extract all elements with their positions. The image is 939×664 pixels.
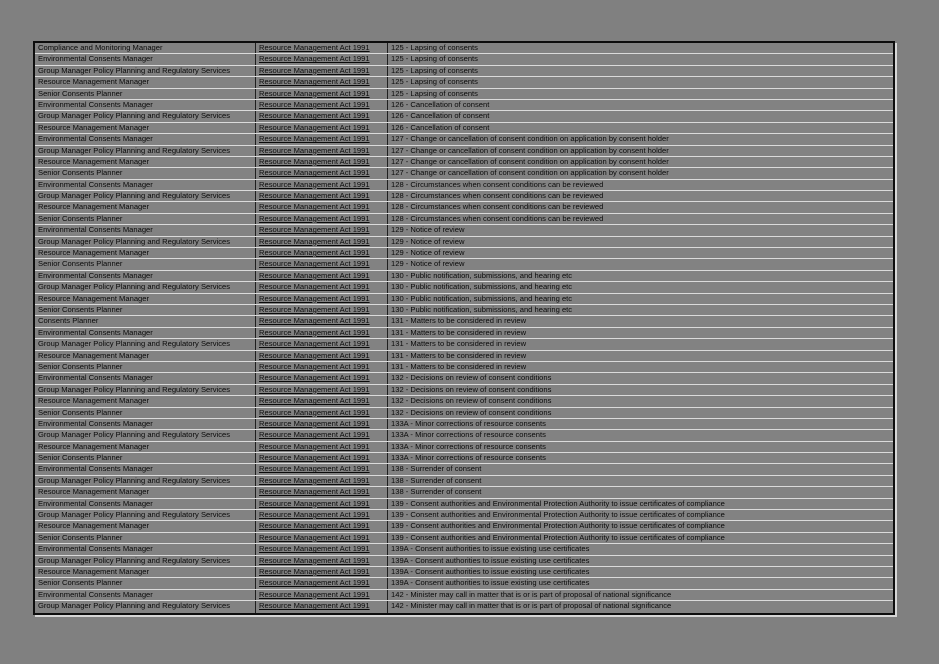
table-row bbox=[35, 510, 893, 521]
section-cell: 125 - Lapsing of consents bbox=[391, 88, 478, 98]
role-cell: Environmental Consents Manager bbox=[35, 271, 256, 281]
act-link[interactable]: Resource Management Act 1991 bbox=[256, 54, 388, 64]
table-row bbox=[35, 123, 893, 134]
role-cell: Resource Management Manager bbox=[35, 157, 256, 167]
table-row bbox=[35, 100, 893, 111]
section-cell: 139A - Consent authorities to issue existing use certificates bbox=[391, 544, 590, 554]
section-cell: 126 - Cancellation of consent bbox=[391, 111, 490, 121]
act-link[interactable]: Resource Management Act 1991 bbox=[256, 499, 388, 509]
table-row bbox=[35, 202, 893, 213]
role-cell: Resource Management Manager bbox=[35, 77, 256, 87]
role-cell: Group Manager Policy Planning and Regulatory Services bbox=[35, 282, 256, 292]
section-cell: 139A - Consent authorities to issue existing use certificates bbox=[391, 555, 590, 565]
act-link[interactable]: Resource Management Act 1991 bbox=[256, 464, 388, 474]
table-row bbox=[35, 282, 893, 293]
role-cell: Group Manager Policy Planning and Regulatory Services bbox=[35, 146, 256, 156]
section-cell: 126 - Cancellation of consent bbox=[391, 99, 490, 109]
table-row bbox=[35, 487, 893, 498]
section-cell: 129 - Notice of review bbox=[391, 259, 465, 269]
section-cell: 128 - Circumstances when consent conditions can be reviewed bbox=[391, 202, 604, 212]
section-cell: 139 - Consent authorities and Environmental Protection Authority to issue certificates of compliance bbox=[391, 532, 725, 542]
section-cell: 139 - Consent authorities and Environmental Protection Authority to issue certificates of compliance bbox=[391, 498, 725, 508]
role-cell: Group Manager Policy Planning and Regulatory Services bbox=[35, 430, 256, 440]
act-link[interactable]: Resource Management Act 1991 bbox=[256, 578, 388, 588]
table-row bbox=[35, 146, 893, 157]
role-cell: Resource Management Manager bbox=[35, 396, 256, 406]
table-row bbox=[35, 556, 893, 567]
section-cell: 139A - Consent authorities to issue existing use certificates bbox=[391, 566, 590, 576]
section-cell: 133A - Minor corrections of resource consents bbox=[391, 430, 546, 440]
role-cell: Group Manager Policy Planning and Regulatory Services bbox=[35, 385, 256, 395]
act-link[interactable]: Resource Management Act 1991 bbox=[256, 134, 388, 144]
section-cell: 125 - Lapsing of consents bbox=[391, 54, 478, 64]
act-link[interactable]: Resource Management Act 1991 bbox=[256, 248, 388, 258]
act-link[interactable]: Resource Management Act 1991 bbox=[256, 157, 388, 167]
role-cell: Resource Management Manager bbox=[35, 487, 256, 497]
table-row bbox=[35, 419, 893, 430]
role-cell: Environmental Consents Manager bbox=[35, 373, 256, 383]
act-link[interactable]: Resource Management Act 1991 bbox=[256, 351, 388, 361]
table-row bbox=[35, 89, 893, 100]
role-cell: Environmental Consents Manager bbox=[35, 225, 256, 235]
role-cell: Compliance and Monitoring Manager bbox=[35, 43, 256, 53]
section-cell: 125 - Lapsing of consents bbox=[391, 65, 478, 75]
role-cell: Environmental Consents Manager bbox=[35, 100, 256, 110]
act-link[interactable]: Resource Management Act 1991 bbox=[256, 544, 388, 554]
table-row bbox=[35, 590, 893, 601]
table-row bbox=[35, 180, 893, 191]
act-link[interactable]: Resource Management Act 1991 bbox=[256, 328, 388, 338]
act-link[interactable]: Resource Management Act 1991 bbox=[256, 453, 388, 463]
role-cell: Environmental Consents Manager bbox=[35, 54, 256, 64]
role-cell: Resource Management Manager bbox=[35, 123, 256, 133]
role-cell: Resource Management Manager bbox=[35, 567, 256, 577]
role-cell: Environmental Consents Manager bbox=[35, 464, 256, 474]
table-row bbox=[35, 77, 893, 88]
role-cell: Group Manager Policy Planning and Regulatory Services bbox=[35, 237, 256, 247]
section-cell: 129 - Notice of review bbox=[391, 248, 465, 258]
role-cell: Senior Consents Planner bbox=[35, 89, 256, 99]
table-row bbox=[35, 430, 893, 441]
role-cell: Environmental Consents Manager bbox=[35, 499, 256, 509]
table-row bbox=[35, 294, 893, 305]
section-cell: 128 - Circumstances when consent conditions can be reviewed bbox=[391, 179, 604, 189]
role-cell: Environmental Consents Manager bbox=[35, 544, 256, 554]
act-link[interactable]: Resource Management Act 1991 bbox=[256, 430, 388, 440]
act-link[interactable]: Resource Management Act 1991 bbox=[256, 100, 388, 110]
section-cell: 127 - Change or cancellation of consent condition on application by consent holder bbox=[391, 134, 669, 144]
role-cell: Group Manager Policy Planning and Regulatory Services bbox=[35, 66, 256, 76]
act-link[interactable]: Resource Management Act 1991 bbox=[256, 259, 388, 269]
section-cell: 132 - Decisions on review of consent conditions bbox=[391, 396, 552, 406]
table-row bbox=[35, 385, 893, 396]
section-cell: 142 - Minister may call in matter that is or is part of proposal of national significance bbox=[391, 589, 672, 599]
table-row bbox=[35, 567, 893, 578]
table-row bbox=[35, 191, 893, 202]
role-cell: Group Manager Policy Planning and Regulatory Services bbox=[35, 339, 256, 349]
table-row bbox=[35, 248, 893, 259]
act-link[interactable]: Resource Management Act 1991 bbox=[256, 123, 388, 133]
table-row bbox=[35, 533, 893, 544]
role-cell: Environmental Consents Manager bbox=[35, 419, 256, 429]
act-link[interactable]: Resource Management Act 1991 bbox=[256, 111, 388, 121]
act-link[interactable]: Resource Management Act 1991 bbox=[256, 237, 388, 247]
act-link[interactable]: Resource Management Act 1991 bbox=[256, 396, 388, 406]
section-cell: 138 - Surrender of consent bbox=[391, 464, 482, 474]
role-cell: Senior Consents Planner bbox=[35, 168, 256, 178]
section-cell: 131 - Matters to be considered in review bbox=[391, 361, 527, 371]
role-cell: Group Manager Policy Planning and Regulatory Services bbox=[35, 556, 256, 566]
table-row bbox=[35, 408, 893, 419]
act-link[interactable]: Resource Management Act 1991 bbox=[256, 556, 388, 566]
act-link[interactable]: Resource Management Act 1991 bbox=[256, 305, 388, 315]
section-cell: 127 - Change or cancellation of consent condition on application by consent holder bbox=[391, 168, 669, 178]
section-cell: 130 - Public notification, submissions, and hearing etc bbox=[391, 282, 573, 292]
act-link[interactable]: Resource Management Act 1991 bbox=[256, 43, 388, 53]
section-cell: 139 - Consent authorities and Environmental Protection Authority to issue certificates of compliance bbox=[391, 521, 725, 531]
act-link[interactable]: Resource Management Act 1991 bbox=[256, 476, 388, 486]
act-link[interactable]: Resource Management Act 1991 bbox=[256, 77, 388, 87]
table-row bbox=[35, 499, 893, 510]
role-cell: Senior Consents Planner bbox=[35, 362, 256, 372]
section-cell: 132 - Decisions on review of consent conditions bbox=[391, 407, 552, 417]
section-cell: 131 - Matters to be considered in review bbox=[391, 339, 527, 349]
section-cell: 138 - Surrender of consent bbox=[391, 487, 482, 497]
act-link[interactable]: Resource Management Act 1991 bbox=[256, 180, 388, 190]
section-cell: 127 - Change or cancellation of consent condition on application by consent holder bbox=[391, 156, 669, 166]
act-link[interactable]: Resource Management Act 1991 bbox=[256, 294, 388, 304]
act-link[interactable]: Resource Management Act 1991 bbox=[256, 385, 388, 395]
table-row bbox=[35, 54, 893, 65]
section-cell: 127 - Change or cancellation of consent condition on application by consent holder bbox=[391, 145, 669, 155]
act-link[interactable]: Resource Management Act 1991 bbox=[256, 533, 388, 543]
act-link[interactable]: Resource Management Act 1991 bbox=[256, 66, 388, 76]
table-row bbox=[35, 442, 893, 453]
act-link[interactable]: Resource Management Act 1991 bbox=[256, 271, 388, 281]
role-cell: Resource Management Manager bbox=[35, 521, 256, 531]
act-link[interactable]: Resource Management Act 1991 bbox=[256, 316, 388, 326]
table-row bbox=[35, 578, 893, 589]
act-link[interactable]: Resource Management Act 1991 bbox=[256, 168, 388, 178]
role-cell: Environmental Consents Manager bbox=[35, 590, 256, 600]
act-link[interactable]: Resource Management Act 1991 bbox=[256, 282, 388, 292]
act-link[interactable]: Resource Management Act 1991 bbox=[256, 521, 388, 531]
table-row bbox=[35, 521, 893, 532]
section-cell: 142 - Minister may call in matter that is or is part of proposal of national significance bbox=[391, 601, 672, 611]
role-cell: Consents Planner bbox=[35, 316, 256, 326]
table-row bbox=[35, 396, 893, 407]
role-cell: Group Manager Policy Planning and Regulatory Services bbox=[35, 111, 256, 121]
act-link[interactable]: Resource Management Act 1991 bbox=[256, 89, 388, 99]
table-row bbox=[35, 168, 893, 179]
act-link[interactable]: Resource Management Act 1991 bbox=[256, 487, 388, 497]
role-cell: Resource Management Manager bbox=[35, 294, 256, 304]
role-cell: Senior Consents Planner bbox=[35, 259, 256, 269]
role-cell: Environmental Consents Manager bbox=[35, 134, 256, 144]
section-cell: 129 - Notice of review bbox=[391, 236, 465, 246]
role-cell: Resource Management Manager bbox=[35, 351, 256, 361]
act-link[interactable]: Resource Management Act 1991 bbox=[256, 146, 388, 156]
section-cell: 131 - Matters to be considered in review bbox=[391, 316, 527, 326]
section-cell: 128 - Circumstances when consent conditions can be reviewed bbox=[391, 213, 604, 223]
table-row bbox=[35, 328, 893, 339]
section-cell: 132 - Decisions on review of consent conditions bbox=[391, 384, 552, 394]
delegations-table bbox=[33, 41, 895, 615]
table-row bbox=[35, 111, 893, 122]
role-cell: Senior Consents Planner bbox=[35, 533, 256, 543]
table-row bbox=[35, 237, 893, 248]
table-row bbox=[35, 259, 893, 270]
role-cell: Group Manager Policy Planning and Regulatory Services bbox=[35, 476, 256, 486]
act-link[interactable]: Resource Management Act 1991 bbox=[256, 191, 388, 201]
act-link[interactable]: Resource Management Act 1991 bbox=[256, 214, 388, 224]
role-cell: Group Manager Policy Planning and Regulatory Services bbox=[35, 191, 256, 201]
role-cell: Environmental Consents Manager bbox=[35, 180, 256, 190]
section-cell: 128 - Circumstances when consent conditions can be reviewed bbox=[391, 191, 604, 201]
section-cell: 139 - Consent authorities and Environmental Protection Authority to issue certificates of compliance bbox=[391, 510, 725, 520]
act-link[interactable]: Resource Management Act 1991 bbox=[256, 442, 388, 452]
section-cell: 129 - Notice of review bbox=[391, 225, 465, 235]
table-row bbox=[35, 134, 893, 145]
table-row bbox=[35, 43, 893, 54]
role-cell: Environmental Consents Manager bbox=[35, 328, 256, 338]
role-cell: Resource Management Manager bbox=[35, 202, 256, 212]
act-link[interactable]: Resource Management Act 1991 bbox=[256, 362, 388, 372]
table-row bbox=[35, 544, 893, 555]
section-cell: 139A - Consent authorities to issue existing use certificates bbox=[391, 578, 590, 588]
role-cell: Resource Management Manager bbox=[35, 248, 256, 258]
role-cell: Senior Consents Planner bbox=[35, 305, 256, 315]
role-cell: Senior Consents Planner bbox=[35, 578, 256, 588]
act-link[interactable]: Resource Management Act 1991 bbox=[256, 590, 388, 600]
role-cell: Group Manager Policy Planning and Regulatory Services bbox=[35, 601, 256, 612]
table-row bbox=[35, 601, 893, 612]
section-cell: 130 - Public notification, submissions, and hearing etc bbox=[391, 293, 573, 303]
section-cell: 133A - Minor corrections of resource consents bbox=[391, 453, 546, 463]
table-row bbox=[35, 66, 893, 77]
act-link[interactable]: Resource Management Act 1991 bbox=[256, 601, 388, 612]
act-link[interactable]: Resource Management Act 1991 bbox=[256, 202, 388, 212]
act-link[interactable]: Resource Management Act 1991 bbox=[256, 339, 388, 349]
role-cell: Senior Consents Planner bbox=[35, 408, 256, 418]
table-row bbox=[35, 339, 893, 350]
act-link[interactable]: Resource Management Act 1991 bbox=[256, 408, 388, 418]
section-cell: 131 - Matters to be considered in review bbox=[391, 350, 527, 360]
table-row bbox=[35, 453, 893, 464]
act-link[interactable]: Resource Management Act 1991 bbox=[256, 567, 388, 577]
section-cell: 125 - Lapsing of consents bbox=[391, 43, 478, 52]
section-cell: 133A - Minor corrections of resource consents bbox=[391, 418, 546, 428]
act-link[interactable]: Resource Management Act 1991 bbox=[256, 225, 388, 235]
section-cell: 126 - Cancellation of consent bbox=[391, 122, 490, 132]
section-cell: 130 - Public notification, submissions, and hearing etc bbox=[391, 270, 573, 280]
section-cell: 133A - Minor corrections of resource consents bbox=[391, 441, 546, 451]
role-cell: Senior Consents Planner bbox=[35, 214, 256, 224]
role-cell: Resource Management Manager bbox=[35, 442, 256, 452]
table-row bbox=[35, 157, 893, 168]
table-row bbox=[35, 225, 893, 236]
table-row bbox=[35, 476, 893, 487]
table-row bbox=[35, 271, 893, 282]
table-row bbox=[35, 316, 893, 327]
table-row bbox=[35, 362, 893, 373]
table-row bbox=[35, 464, 893, 475]
act-link[interactable]: Resource Management Act 1991 bbox=[256, 419, 388, 429]
act-link[interactable]: Resource Management Act 1991 bbox=[256, 510, 388, 520]
role-cell: Senior Consents Planner bbox=[35, 453, 256, 463]
act-link[interactable]: Resource Management Act 1991 bbox=[256, 373, 388, 383]
table-row bbox=[35, 373, 893, 384]
section-cell: 125 - Lapsing of consents bbox=[391, 77, 478, 87]
role-cell: Group Manager Policy Planning and Regulatory Services bbox=[35, 510, 256, 520]
table-row bbox=[35, 305, 893, 316]
table-row bbox=[35, 351, 893, 362]
section-cell: 132 - Decisions on review of consent conditions bbox=[391, 373, 552, 383]
table-row bbox=[35, 214, 893, 225]
section-cell: 130 - Public notification, submissions, and hearing etc bbox=[391, 304, 573, 314]
section-cell: 131 - Matters to be considered in review bbox=[391, 327, 527, 337]
section-cell: 138 - Surrender of consent bbox=[391, 475, 482, 485]
